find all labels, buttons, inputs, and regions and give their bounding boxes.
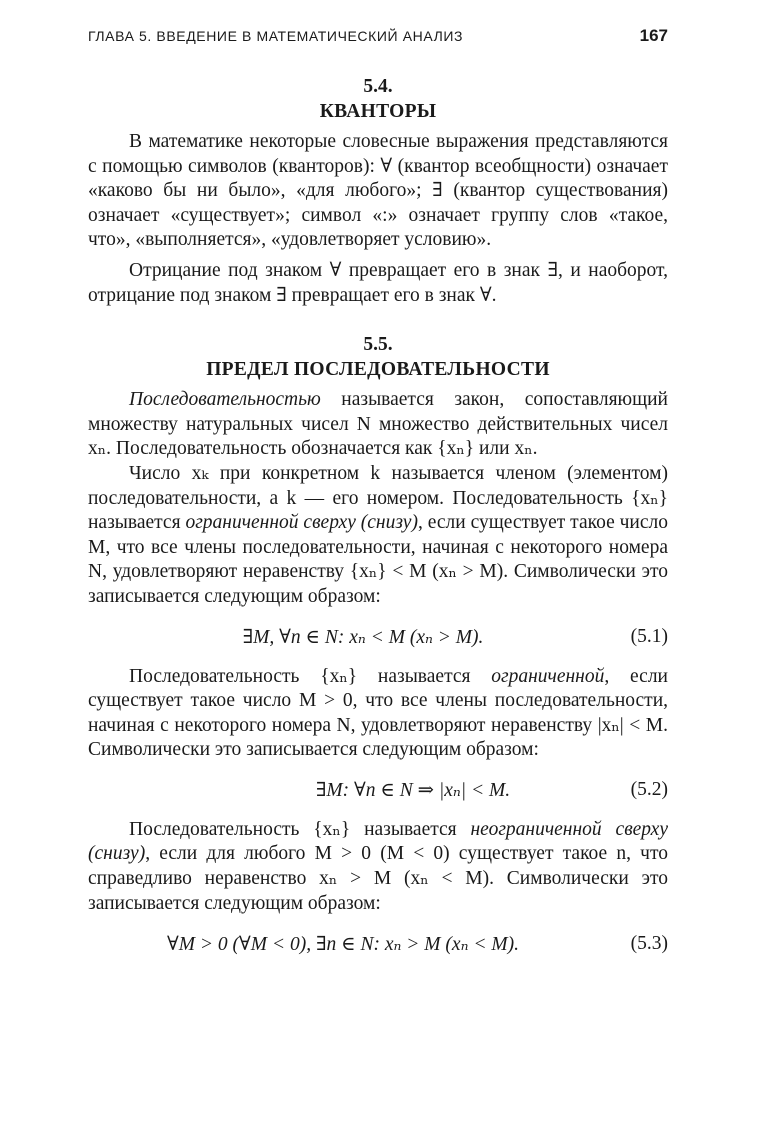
equation-number: (5.2) <box>630 779 668 801</box>
running-header <box>88 26 668 50</box>
section-title: КВАНТОРЫ <box>319 101 437 122</box>
equation-number: (5.1) <box>630 626 668 647</box>
formula-expression: ∃M: ∀n ∈ N ⇒ |xₙ| < M. <box>315 780 511 802</box>
section-heading-5-4 <box>88 74 668 124</box>
term-bounded-above: ограниченной сверху (снизу) <box>185 512 418 534</box>
term-bounded: ограниченной <box>491 665 605 687</box>
page-content <box>88 74 668 971</box>
equation-number: (5.3) <box>630 932 668 954</box>
section-heading-5-5 <box>88 332 668 382</box>
paragraph-bounded: Последовательность {xₙ} называется ограниченной, если существует такое число M > 0, что все члены последовательности, начиная с некоторого номера N, удовлетворяют неравенству |xₙ| < M. Символически это записывается следующим образом: <box>88 665 668 761</box>
page-number: 167 <box>639 26 668 45</box>
term-sequence: Последовательностью <box>129 389 321 411</box>
section-number: 5.5. <box>363 334 393 356</box>
paragraph-bounded-above: Число xₖ при конкретном k называется членом (элементом) последовательности, а k — его номером. Последовательность {xₙ} называется ограниченной сверху (снизу), если существует такое число M, что все члены последовательности, начиная с некоторого номера N, удовлетворяют неравенству {xₙ} < M (xₙ > M). Символически это записывается следующим образом: <box>88 462 668 607</box>
chapter-title: ГЛАВА 5. ВВЕДЕНИЕ В МАТЕМАТИЧЕСКИЙ АНАЛИЗ <box>88 28 464 44</box>
section-number: 5.4. <box>363 76 393 97</box>
formula-5-1 <box>88 624 668 651</box>
formula-expression: ∃M, ∀n ∈ N: xₙ < M (xₙ > M). <box>242 627 484 648</box>
paragraph-quantifiers: В математике некоторые словесные выражения представляются с помощью символов (кванторов): ∀ (квантор всеобщности) означает «каково бы ни было», «для любого»; ∃ (квантор существования) означает «существует»; символ «:» означает группу слов «такое, что», «выполняется», «удовлетворяет условию». <box>88 131 668 251</box>
paragraph-unbounded: Последовательность {xₙ} называется неограниченной сверху (снизу), если для любого M > 0 (M < 0) существует такое n, что справедливо неравенство xₙ > M (xₙ < M). Символически это записывается следующим образом: <box>88 818 668 914</box>
paragraph-negation: Отрицание под знаком ∀ превращает его в знак ∃, и наоборот, отрицание под знаком ∃ превращает его в знак ∀. <box>88 259 668 306</box>
section-title: ПРЕДЕЛ ПОСЛЕДОВАТЕЛЬНОСТИ <box>206 359 550 381</box>
formula-5-2 <box>88 777 668 804</box>
paragraph-sequence-definition: Последовательностью называется закон, сопоставляющий множеству натуральных чисел N множество действительных чисел xₙ. Последовательность обозначается как {xₙ} или xₙ. <box>88 389 668 460</box>
term-unbounded: неограниченной сверху (снизу) <box>88 818 668 865</box>
formula-5-3 <box>88 930 668 957</box>
formula-expression: ∀M > 0 (∀M < 0), ∃n ∈ N: xₙ > M (xₙ < M). <box>167 933 519 955</box>
